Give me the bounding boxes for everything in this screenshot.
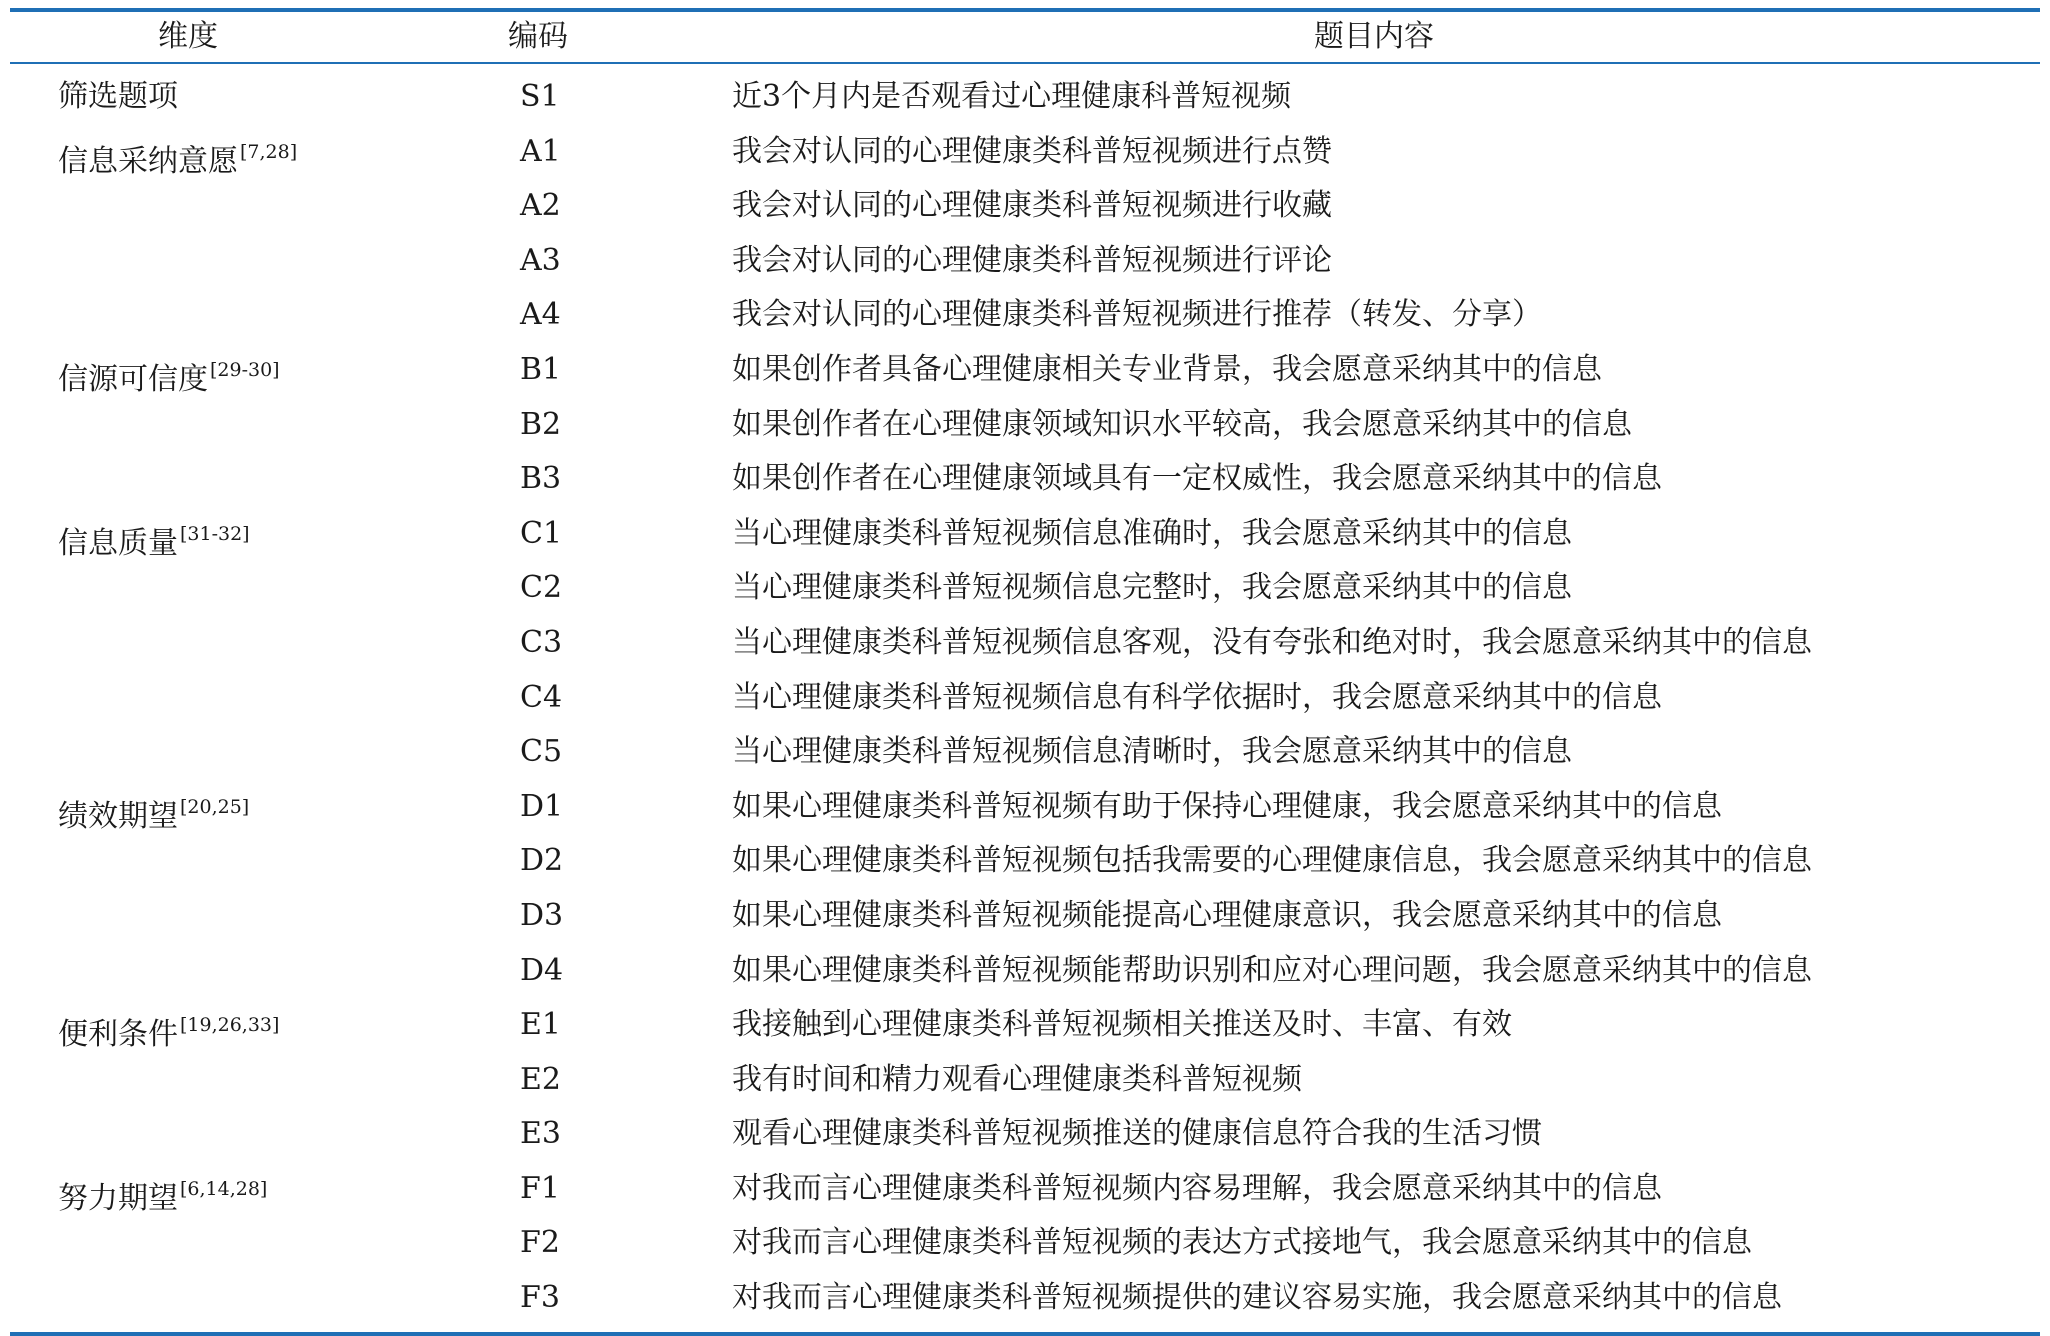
row-content: 对我而言心理健康类科普短视频的表达方式接地气，我会愿意采纳其中的信息 xyxy=(732,1225,1752,1261)
row-dimension xyxy=(58,70,178,124)
row-content: 当心理健康类科普短视频信息准确时，我会愿意采纳其中的信息 xyxy=(732,515,1572,551)
row-content: 对我而言心理健康类科普短视频提供的建议容易实施，我会愿意采纳其中的信息 xyxy=(732,1280,1782,1316)
row-content: 当心理健康类科普短视频信息完整时，我会愿意采纳其中的信息 xyxy=(732,570,1572,606)
row-code: C5 xyxy=(520,734,563,770)
row-content: 如果心理健康类科普短视频能提高心理健康意识，我会愿意采纳其中的信息 xyxy=(732,897,1722,933)
dimension-label: 信源可信度 xyxy=(58,361,208,397)
table-row xyxy=(10,70,2040,125)
reference-citation: [19,26,33] xyxy=(180,1014,280,1037)
row-code: F2 xyxy=(520,1225,560,1261)
row-content: 如果创作者具备心理健康相关专业背景，我会愿意采纳其中的信息 xyxy=(732,351,1602,387)
dimension-label: 便利条件 xyxy=(58,1017,178,1053)
row-code: A2 xyxy=(520,188,561,224)
row-code: B3 xyxy=(520,461,562,497)
table-row xyxy=(10,561,2040,616)
row-code: C1 xyxy=(520,515,563,551)
table-row xyxy=(10,288,2040,343)
table-row xyxy=(10,398,2040,453)
row-content: 我会对认同的心理健康类科普短视频进行收藏 xyxy=(732,188,1332,224)
dimension-label: 努力期望 xyxy=(58,1180,178,1216)
table-row xyxy=(10,944,2040,999)
row-code: S1 xyxy=(520,79,560,114)
table-row xyxy=(10,780,2040,835)
table-row xyxy=(10,452,2040,507)
table-row xyxy=(10,834,2040,889)
bottom-rule xyxy=(10,1332,2040,1336)
table-row xyxy=(10,889,2040,944)
table-row xyxy=(10,1107,2040,1162)
row-content: 近3个月内是否观看过心理健康科普短视频 xyxy=(732,79,1292,114)
row-content: 如果心理健康类科普短视频有助于保持心理健康，我会愿意采纳其中的信息 xyxy=(732,788,1722,824)
reference-citation: [6,14,28] xyxy=(180,1177,268,1200)
row-code: D1 xyxy=(520,788,564,824)
row-content: 我会对认同的心理健康类科普短视频进行评论 xyxy=(732,242,1332,278)
row-code: A1 xyxy=(520,133,561,169)
table-row xyxy=(10,671,2040,726)
reference-citation: [31-32] xyxy=(180,522,250,545)
table-row xyxy=(10,507,2040,562)
row-content: 如果创作者在心理健康领域知识水平较高，我会愿意采纳其中的信息 xyxy=(732,406,1632,442)
table-row xyxy=(10,179,2040,234)
table-row xyxy=(10,1162,2040,1217)
dimension-label: 筛选题项 xyxy=(58,79,178,114)
table-row xyxy=(10,1053,2040,1108)
table-header xyxy=(10,12,2040,62)
header-code: 编码 xyxy=(508,19,568,54)
table-row xyxy=(10,725,2040,780)
row-content: 观看心理健康类科普短视频推送的健康信息符合我的生活习惯 xyxy=(732,1116,1542,1152)
row-content: 如果心理健康类科普短视频能帮助识别和应对心理问题，我会愿意采纳其中的信息 xyxy=(732,952,1812,988)
row-code: F3 xyxy=(520,1280,560,1316)
row-content: 我有时间和精力观看心理健康类科普短视频 xyxy=(732,1061,1302,1097)
row-code: D2 xyxy=(520,843,564,879)
row-content: 我接触到心理健康类科普短视频相关推送及时、丰富、有效 xyxy=(732,1007,1512,1043)
table-row xyxy=(10,998,2040,1053)
dimension-label: 信息采纳意愿 xyxy=(58,143,238,179)
row-code: C2 xyxy=(520,570,563,606)
header-content: 题目内容 xyxy=(1314,19,1434,54)
table-row xyxy=(10,125,2040,180)
row-content: 如果心理健康类科普短视频包括我需要的心理健康信息，我会愿意采纳其中的信息 xyxy=(732,843,1812,879)
questionnaire-table xyxy=(10,8,2040,1336)
row-code: E1 xyxy=(520,1007,561,1043)
row-content: 我会对认同的心理健康类科普短视频进行点赞 xyxy=(732,133,1332,169)
row-code: B2 xyxy=(520,406,562,442)
row-code: C4 xyxy=(520,679,563,715)
dimension-label: 绩效期望 xyxy=(58,798,178,834)
row-code: E3 xyxy=(520,1116,561,1152)
row-content: 当心理健康类科普短视频信息清晰时，我会愿意采纳其中的信息 xyxy=(732,734,1572,770)
table-row xyxy=(10,1271,2040,1326)
row-code: D3 xyxy=(520,897,564,933)
row-code: F1 xyxy=(520,1170,560,1206)
row-content: 当心理健康类科普短视频信息客观，没有夸张和绝对时，我会愿意采纳其中的信息 xyxy=(732,624,1812,660)
row-code: D4 xyxy=(520,952,564,988)
table-body xyxy=(10,64,2040,1332)
row-code: C3 xyxy=(520,624,563,660)
row-content: 如果创作者在心理健康领域具有一定权威性，我会愿意采纳其中的信息 xyxy=(732,461,1662,497)
row-code: A3 xyxy=(520,242,561,278)
table-row xyxy=(10,343,2040,398)
row-code: A4 xyxy=(520,297,561,333)
reference-citation: [20,25] xyxy=(180,795,250,818)
row-content: 当心理健康类科普短视频信息有科学依据时，我会愿意采纳其中的信息 xyxy=(732,679,1662,715)
table-row xyxy=(10,234,2040,289)
header-dimension: 维度 xyxy=(158,19,218,54)
row-code: B1 xyxy=(520,351,562,387)
row-content: 对我而言心理健康类科普短视频内容易理解，我会愿意采纳其中的信息 xyxy=(732,1170,1662,1206)
reference-citation: [7,28] xyxy=(240,140,298,163)
table-row xyxy=(10,616,2040,671)
reference-citation: [29-30] xyxy=(210,358,280,381)
dimension-label: 信息质量 xyxy=(58,525,178,561)
row-content: 我会对认同的心理健康类科普短视频进行推荐（转发、分享） xyxy=(732,297,1542,333)
row-code: E2 xyxy=(520,1061,561,1097)
table-row xyxy=(10,1216,2040,1271)
